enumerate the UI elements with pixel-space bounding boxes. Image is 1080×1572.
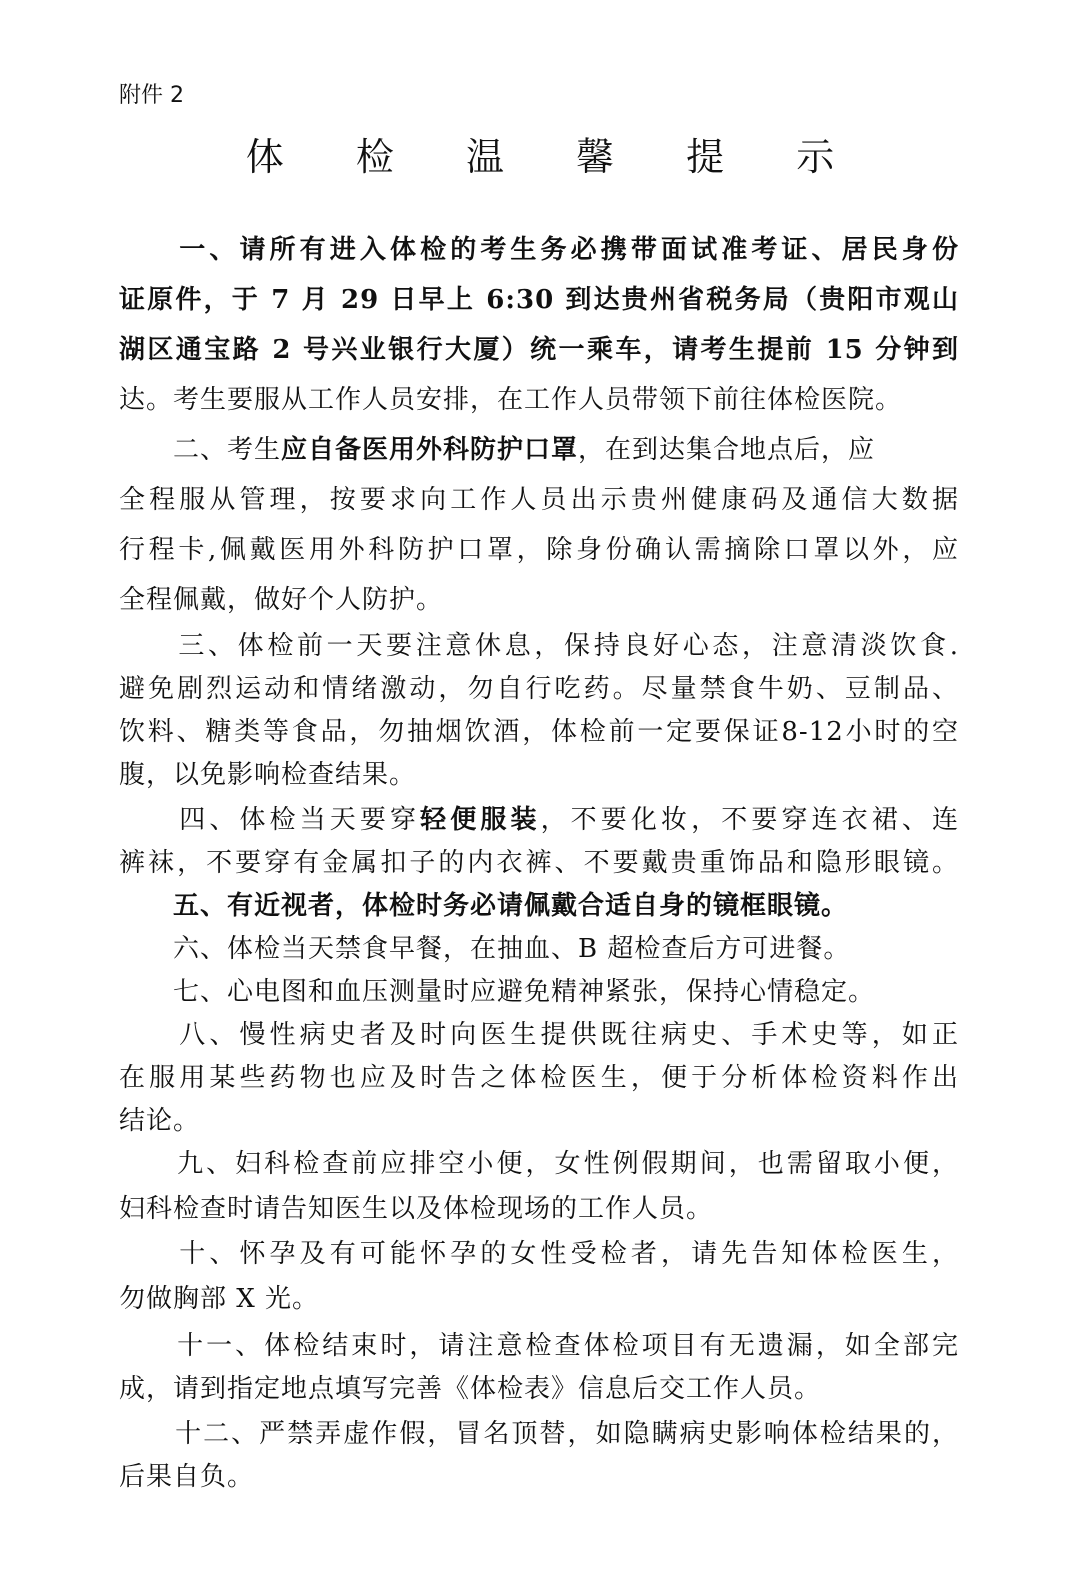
paragraph-3-line-2: 避免剧烈运动和情绪激动，勿自行吃药。尽量禁食牛奶、豆制品、 <box>119 674 959 704</box>
paragraph-1-line-4: 达。考生要服从工作人员安排，在工作人员带领下前往体检医院。 <box>119 385 903 415</box>
paragraph-4-line-1-start: 四、体检当天要穿 <box>119 805 421 835</box>
page-title: 体 检 温 馨 提 示 <box>245 135 865 179</box>
paragraph-1-line-3: 湖区通宝路 2 号兴业银行大厦）统一乘车，请考生提前 15 分钟到 <box>119 335 959 365</box>
paragraph-5-line-1: 五、有近视者，体检时务必请佩戴合适自身的镜框眼镜。 <box>119 891 849 921</box>
paragraph-4-emphasis-clothing: 轻便服装 <box>420 805 541 835</box>
paragraph-11-line-1: 十一、体检结束时，请注意检查体检项目有无遗漏，如全部完 <box>119 1331 959 1361</box>
paragraph-9-line-2: 妇科检查时请告知医生以及体检现场的工作人员。 <box>119 1194 714 1224</box>
paragraph-4-line-2: 裤袜，不要穿有金属扣子的内衣裤、不要戴贵重饰品和隐形眼镜。 <box>119 848 959 878</box>
paragraph-8-line-3: 结论。 <box>119 1106 201 1136</box>
paragraph-2-line-4: 全程佩戴，做好个人防护。 <box>119 585 444 615</box>
paragraph-10-line-2: 勿做胸部 X 光。 <box>119 1284 320 1314</box>
paragraph-9-line-1: 九、妇科检查前应排空小便，女性例假期间，也需留取小便， <box>119 1149 959 1179</box>
paragraph-12-line-2: 后果自负。 <box>119 1462 255 1492</box>
paragraph-2-emphasis-mask: 应自备医用外科防护口罩 <box>281 435 579 465</box>
paragraph-7-line-1: 七、心电图和血压测量时应避免精神紧张，保持心情稳定。 <box>119 977 876 1007</box>
paragraph-2-line-1 <box>119 425 959 475</box>
paragraph-3-line-3: 饮料、糖类等食品，勿抽烟饮酒，体检前一定要保证8-12小时的空 <box>119 717 959 747</box>
paragraph-2-line-3: 行程卡,佩戴医用外科防护口罩，除身份确认需摘除口罩以外，应 <box>119 535 959 565</box>
paragraph-3-line-4: 腹，以免影响检查结果。 <box>119 760 417 790</box>
paragraph-8-line-2: 在服用某些药物也应及时告之体检医生，便于分析体检资料作出 <box>119 1063 959 1093</box>
paragraph-1-line-2: 证原件，于 7 月 29 日早上 6:30 到达贵州省税务局（贵阳市观山 <box>119 285 959 315</box>
paragraph-1-line-1: 一、请所有进入体检的考生务必携带面试准考证、居民身份 <box>119 235 959 265</box>
paragraph-8-line-1: 八、慢性病史者及时向医生提供既往病史、手术史等，如正 <box>119 1020 959 1050</box>
paragraph-6-line-1: 六、体检当天禁食早餐，在抽血、B 超检查后方可进餐。 <box>119 934 851 964</box>
paragraph-2-line-1-start: 二、考生 <box>119 435 282 465</box>
paragraph-10-line-1: 十、怀孕及有可能怀孕的女性受检者，请先告知体检医生， <box>119 1239 959 1269</box>
paragraph-2-line-1-end: ，在到达集合地点后，应 <box>578 435 876 465</box>
paragraph-2-line-2: 全程服从管理，按要求向工作人员出示贵州健康码及通信大数据 <box>119 485 959 515</box>
paragraph-3-line-1: 三、体检前一天要注意休息，保持良好心态，注意清淡饮食. <box>119 631 959 661</box>
paragraph-4-line-1-end: ，不要化妆，不要穿连衣裙、连 <box>540 805 959 835</box>
attachment-label: 附件 2 <box>119 83 184 108</box>
paragraph-12-line-1: 十二、严禁弄虚作假，冒名顶替，如隐瞒病史影响体检结果的， <box>119 1419 959 1449</box>
paragraph-11-line-2: 成，请到指定地点填写完善《体检表》信息后交工作人员。 <box>119 1374 822 1404</box>
